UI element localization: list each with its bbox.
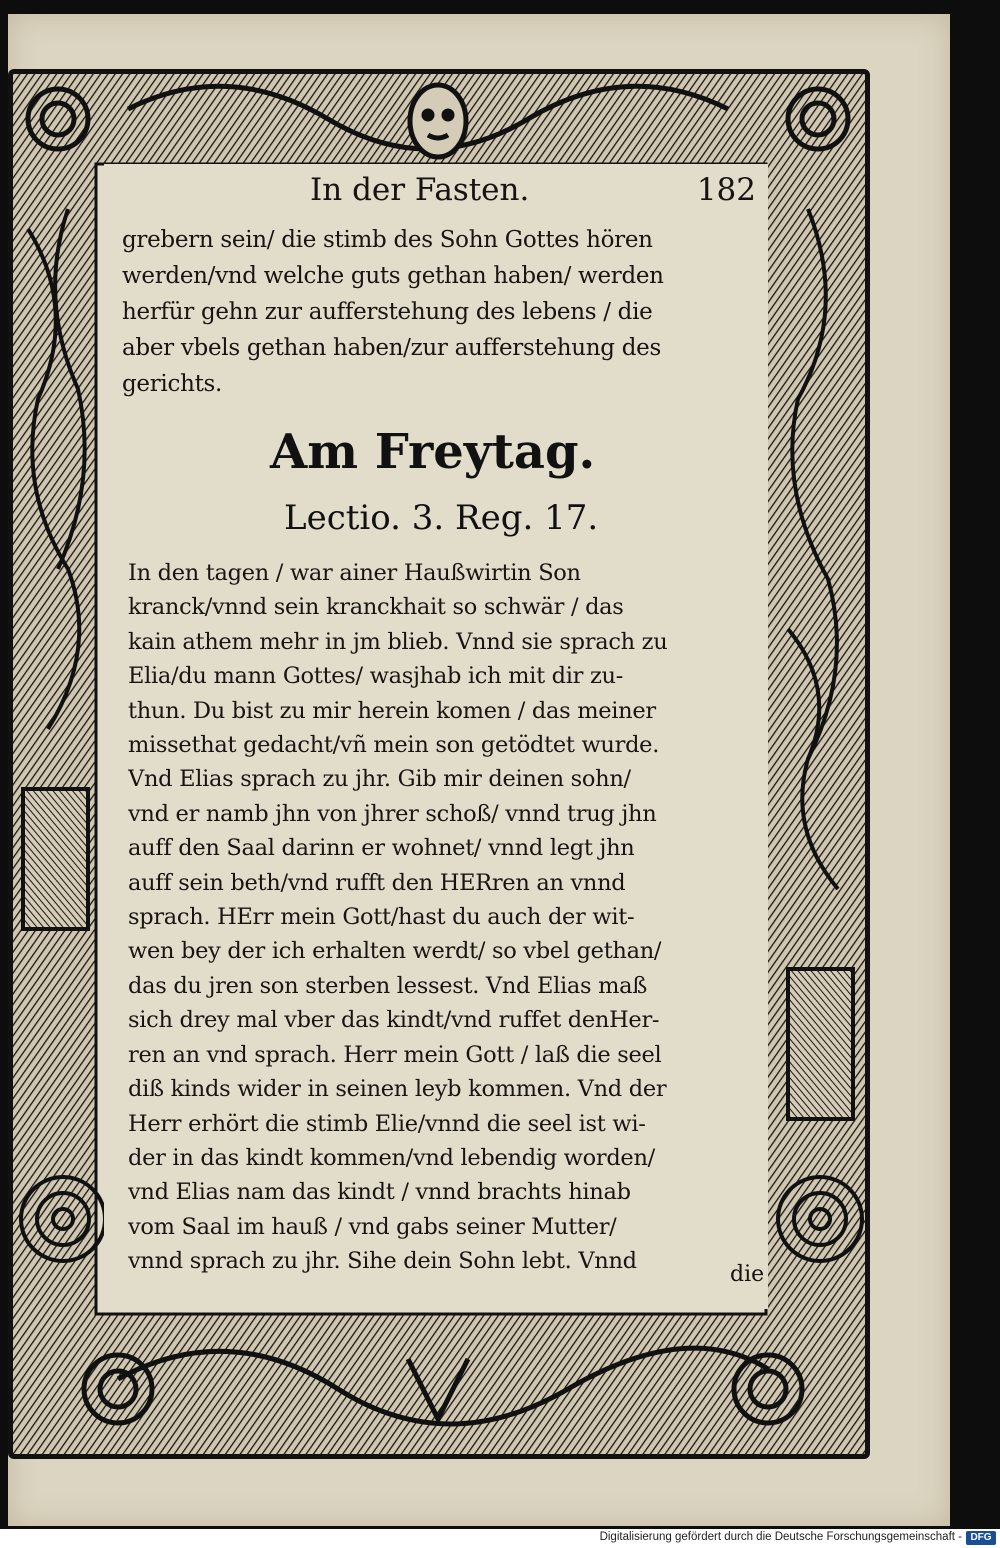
text-line: kain athem mehr in jm blieb. Vnnd sie sprach zu (128, 628, 668, 655)
text-line: thun. Du bist zu mir herein komen / das meiner (128, 697, 656, 724)
running-header (310, 172, 760, 212)
top-paragraph (122, 222, 747, 402)
text-line: auff den Saal darinn er wohnet/ vnnd legt jhn (128, 835, 635, 862)
funding-notice: Digitalisierung gefördert durch die Deutsche Forschungsgemeinschaft - (599, 1531, 962, 1543)
text-line: herfür gehn zur aufferstehung des lebens / die (122, 299, 653, 325)
text-line: das du jren son sterben lessest. Vnd Elias maß (128, 972, 648, 999)
footer-bar (0, 1529, 1000, 1548)
text-line: diß kinds wider in seinen leyb kommen. Vnd der (128, 1076, 667, 1103)
text-line: aber vbels gethan haben/zur aufferstehung des (122, 335, 661, 361)
text-line: grebern sein/ die stimb des Sohn Gottes hören (122, 227, 653, 253)
text-line: Herr erhört die stimb Elie/vnnd die seel ist wi- (128, 1110, 646, 1137)
page-number: 182 (696, 172, 756, 208)
running-title: In der Fasten. (310, 172, 530, 208)
text-line: vnnd sprach zu jhr. Sihe dein Sohn lebt. Vnnd (128, 1248, 637, 1275)
section-title: Am Freytag. (270, 424, 596, 480)
text-line: vom Saal im hauß / vnd gabs seiner Mutter/ (128, 1213, 617, 1240)
text-line: Vnd Elias sprach zu jhr. Gib mir deinen sohn/ (128, 766, 631, 793)
catchword: die (730, 1262, 765, 1287)
text-line: sprach. HErr mein Gott/hast du auch der wit- (128, 904, 635, 931)
text-line: kranck/vnnd sein kranckhait so schwär / das (128, 594, 624, 621)
text-line: auff sein beth/vnd rufft den HERren an vnnd (128, 869, 626, 896)
text-line: In den tagen / war ainer Haußwirtin Son (128, 560, 581, 586)
text-line: ren an vnd sprach. Herr mein Gott / laß die seel (128, 1041, 662, 1068)
text-line: gerichts. (122, 371, 223, 397)
text-line: sich drey mal vber das kindt/vnd ruffet denHer- (128, 1007, 660, 1034)
text-line: vnd er namb jhn von jhrer schoß/ vnnd trug jhn (128, 800, 657, 827)
text-line: der in das kindt kommen/vnd lebendig worden/ (128, 1144, 655, 1171)
dfg-logo[interactable]: DFG (966, 1531, 996, 1545)
body-paragraph (128, 556, 753, 1279)
text-line: vnd Elias nam das kindt / vnnd brachts hinab (128, 1179, 631, 1206)
text-line: wen bey der ich erhalten werdt/ so vbel gethan/ (128, 938, 662, 965)
text-line: Elia/du mann Gottes/ wasjhab ich mit dir zu- (128, 663, 624, 690)
text-line: werden/vnd welche guts gethan haben/ werden (122, 263, 664, 289)
section-subtitle: Lectio. 3. Reg. 17. (284, 498, 599, 538)
text-line: missethat gedacht/vñ mein son getödtet wurde. (128, 732, 660, 759)
